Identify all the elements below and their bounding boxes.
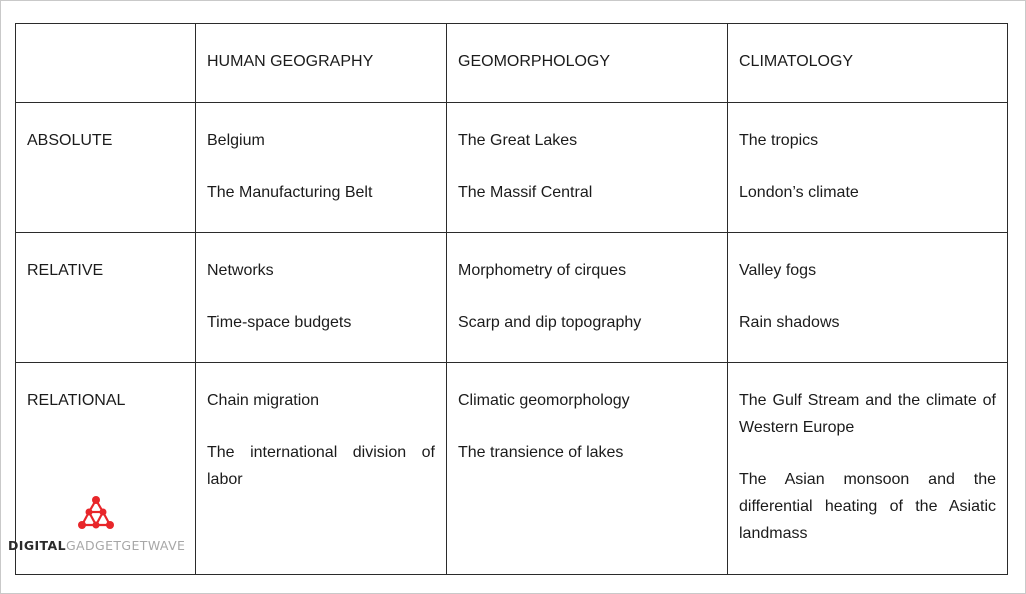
table-header-row <box>16 24 1008 103</box>
cell-item: Valley fogs <box>739 262 817 279</box>
table-cell <box>728 233 1008 363</box>
cell-item: Climatic geomorphology <box>458 392 630 409</box>
header-cell-geomorphology: GEOMORPHOLOGY <box>447 24 728 103</box>
cell-item: The tropics <box>739 132 819 149</box>
molecule-logo-icon <box>74 494 128 534</box>
table-cell <box>447 103 728 233</box>
cell-item: The Massif Central <box>458 184 593 201</box>
table-row-absolute <box>16 103 1008 233</box>
watermark-text <box>8 539 185 553</box>
cell-item: The Asian monsoon and the differential heating of the Asiatic landmass <box>739 471 996 542</box>
header-cell-climatology: CLIMATOLOGY <box>728 24 1008 103</box>
table-row-relative <box>16 233 1008 363</box>
cell-item: The transience of lakes <box>458 444 624 461</box>
cell-item: Time-space budgets <box>207 314 352 331</box>
header-cell-empty <box>16 24 196 103</box>
table-cell <box>447 363 728 575</box>
table-cell <box>196 233 447 363</box>
cell-item: Chain migration <box>207 392 320 409</box>
cell-item: Rain shadows <box>739 314 840 331</box>
watermark-text-bold: DIGITAL <box>8 538 66 553</box>
cell-item: Networks <box>207 262 274 279</box>
row-label-absolute: ABSOLUTE <box>16 103 196 233</box>
row-label-relative: RELATIVE <box>16 233 196 363</box>
table-cell <box>728 103 1008 233</box>
table-cell <box>728 363 1008 575</box>
cell-item: Scarp and dip topography <box>458 314 642 331</box>
cell-item: The Manufacturing Belt <box>207 184 373 201</box>
table-cell <box>196 363 447 575</box>
cell-item: Morphometry of cirques <box>458 262 627 279</box>
watermark <box>8 494 194 558</box>
watermark-text-light: GADGETGETWAVE <box>65 538 186 553</box>
table-cell <box>196 103 447 233</box>
cell-item: The Great Lakes <box>458 132 578 149</box>
cell-item: Belgium <box>207 132 265 149</box>
cell-item: The Gulf Stream and the climate of Western Europe <box>739 392 996 436</box>
table-cell <box>447 233 728 363</box>
row-label-relational: RELATIONAL <box>16 363 196 575</box>
cell-item: London’s climate <box>739 184 859 201</box>
header-cell-human-geography: HUMAN GEOGRAPHY <box>196 24 447 103</box>
cell-item: The international division of labor <box>207 444 435 488</box>
concepts-table <box>15 23 1008 575</box>
